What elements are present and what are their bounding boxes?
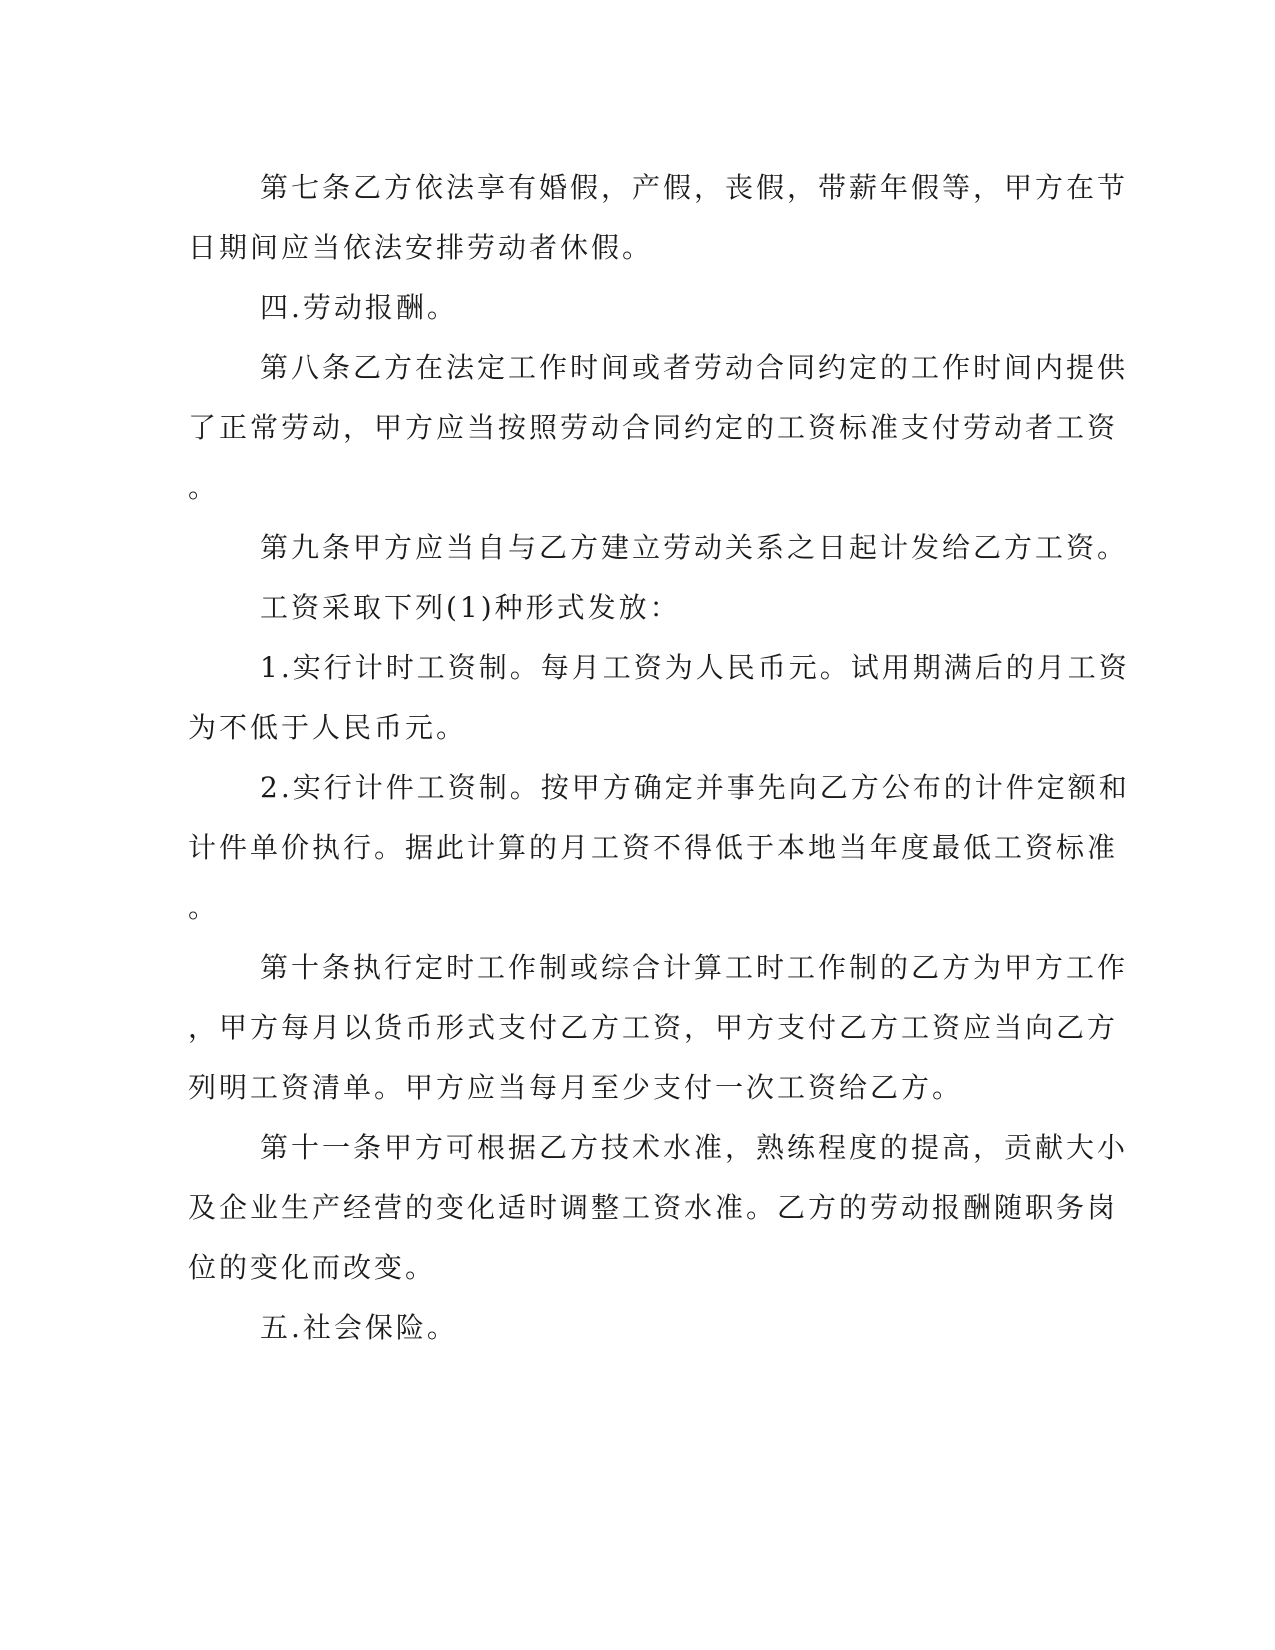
article-10-line-2: ，甲方每月以货币形式支付乙方工资，甲方支付乙方工资应当向乙方 <box>188 1011 1119 1044</box>
article-7-line-2: 日期间应当依法安排劳动者休假。 <box>188 231 654 264</box>
item-1-line-2: 为不低于人民币元。 <box>188 711 468 744</box>
article-7-line-1: 第七条乙方依法享有婚假，产假，丧假，带薪年假等，甲方在节 <box>260 171 1129 204</box>
article-8-line-1: 第八条乙方在法定工作时间或者劳动合同约定的工作时间内提供 <box>260 351 1129 384</box>
section-4-heading: 四.劳动报酬。 <box>260 291 458 324</box>
article-11-line-1: 第十一条甲方可根据乙方技术水准，熟练程度的提高，贡献大小 <box>260 1131 1129 1164</box>
item-1-line-1: 1.实行计时工资制。每月工资为人民币元。试用期满后的月工资 <box>260 651 1130 684</box>
article-8-line-3: 。 <box>188 471 220 504</box>
item-2-line-2: 计件单价执行。据此计算的月工资不得低于本地当年度最低工资标准 <box>188 831 1119 864</box>
item-2-line-3: 。 <box>188 891 220 924</box>
document-body <box>188 158 1130 1358</box>
section-5-heading: 五.社会保险。 <box>260 1311 458 1344</box>
article-11-line-3: 位的变化而改变。 <box>188 1251 437 1284</box>
article-10-line-3: 列明工资清单。甲方应当每月至少支付一次工资给乙方。 <box>188 1071 964 1104</box>
article-11-line-2: 及企业生产经营的变化适时调整工资水准。乙方的劳动报酬随职务岗 <box>188 1191 1119 1224</box>
item-2-line-1: 2.实行计件工资制。按甲方确定并事先向乙方公布的计件定额和 <box>260 771 1130 804</box>
wage-form-line: 工资采取下列(1)种形式发放： <box>260 591 681 624</box>
article-10-line-1: 第十条执行定时工作制或综合计算工时工作制的乙方为甲方工作 <box>260 951 1129 984</box>
article-8-line-2: 了正常劳动，甲方应当按照劳动合同约定的工资标准支付劳动者工资 <box>188 411 1119 444</box>
article-9-line-1: 第九条甲方应当自与乙方建立劳动关系之日起计发给乙方工资。 <box>260 531 1129 564</box>
